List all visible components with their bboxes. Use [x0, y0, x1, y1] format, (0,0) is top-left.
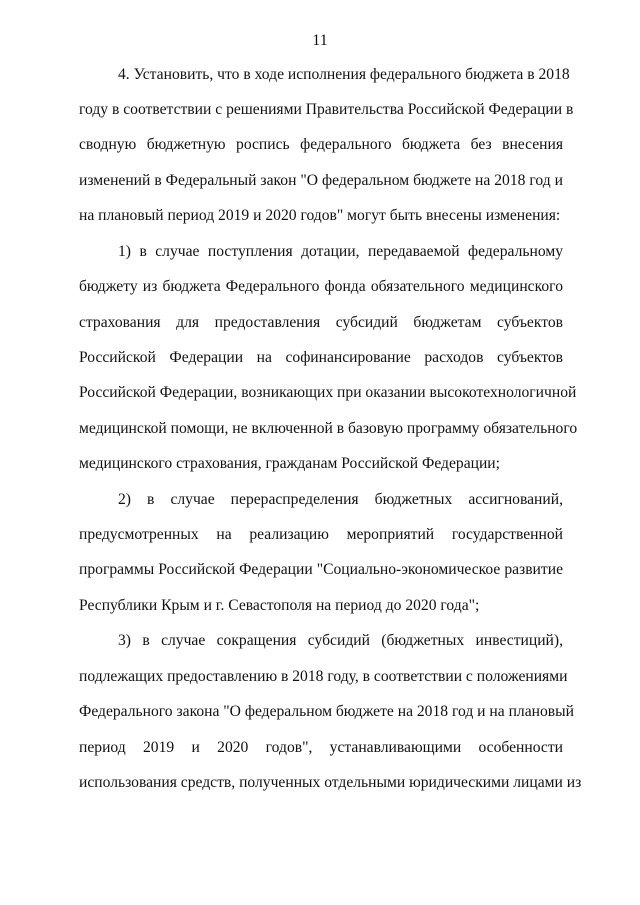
- text-line: Республики Крым и г. Севастополя на период до 2020 года";: [79, 597, 480, 614]
- text-line: 1) в случае поступления дотации, передаваемой федеральному: [118, 243, 563, 260]
- text-line: году в соответствии с решениями Правительства Российской Федерации в: [79, 101, 574, 118]
- text-line: период 2019 и 2020 годов", устанавливающими особенности: [79, 739, 563, 756]
- text-line: сводную бюджетную роспись федерального бюджета без внесения: [79, 136, 563, 153]
- text-line: подлежащих предоставлению в 2018 году, в соответствии с положениями: [79, 668, 568, 685]
- text-line: страхования для предоставления субсидий бюджетам субъектов: [79, 314, 563, 331]
- page-number: 11: [312, 32, 328, 49]
- text-line: Федерального закона "О федеральном бюджете на 2018 год и на плановый: [79, 703, 574, 720]
- text-line: Российской Федерации, возникающих при оказании высокотехнологичной: [79, 384, 577, 401]
- text-line: медицинского страхования, гражданам Российской Федерации;: [79, 455, 500, 472]
- text-line: использования средств, полученных отдельными юридическими лицами из: [79, 774, 582, 791]
- text-line: программы Российской Федерации "Социально-экономическое развитие: [79, 561, 563, 578]
- text-line: предусмотренных на реализацию мероприятий государственной: [79, 526, 563, 543]
- text-line: бюджету из бюджета Федерального фонда обязательного медицинского: [79, 278, 563, 295]
- text-line: изменений в Федеральный закон "О федеральном бюджете на 2018 год и: [79, 172, 563, 189]
- text-line: Российской Федерации на софинансирование расходов субъектов: [79, 349, 563, 366]
- text-line: на плановый период 2019 и 2020 годов" могут быть внесены изменения:: [79, 207, 561, 224]
- text-line: медицинской помощи, не включенной в базовую программу обязательного: [79, 420, 578, 437]
- text-line: 3) в случае сокращения субсидий (бюджетных инвестиций),: [118, 632, 563, 649]
- text-line: 4. Установить, что в ходе исполнения федерального бюджета в 2018: [118, 66, 570, 83]
- text-line: 2) в случае перераспределения бюджетных ассигнований,: [118, 491, 563, 508]
